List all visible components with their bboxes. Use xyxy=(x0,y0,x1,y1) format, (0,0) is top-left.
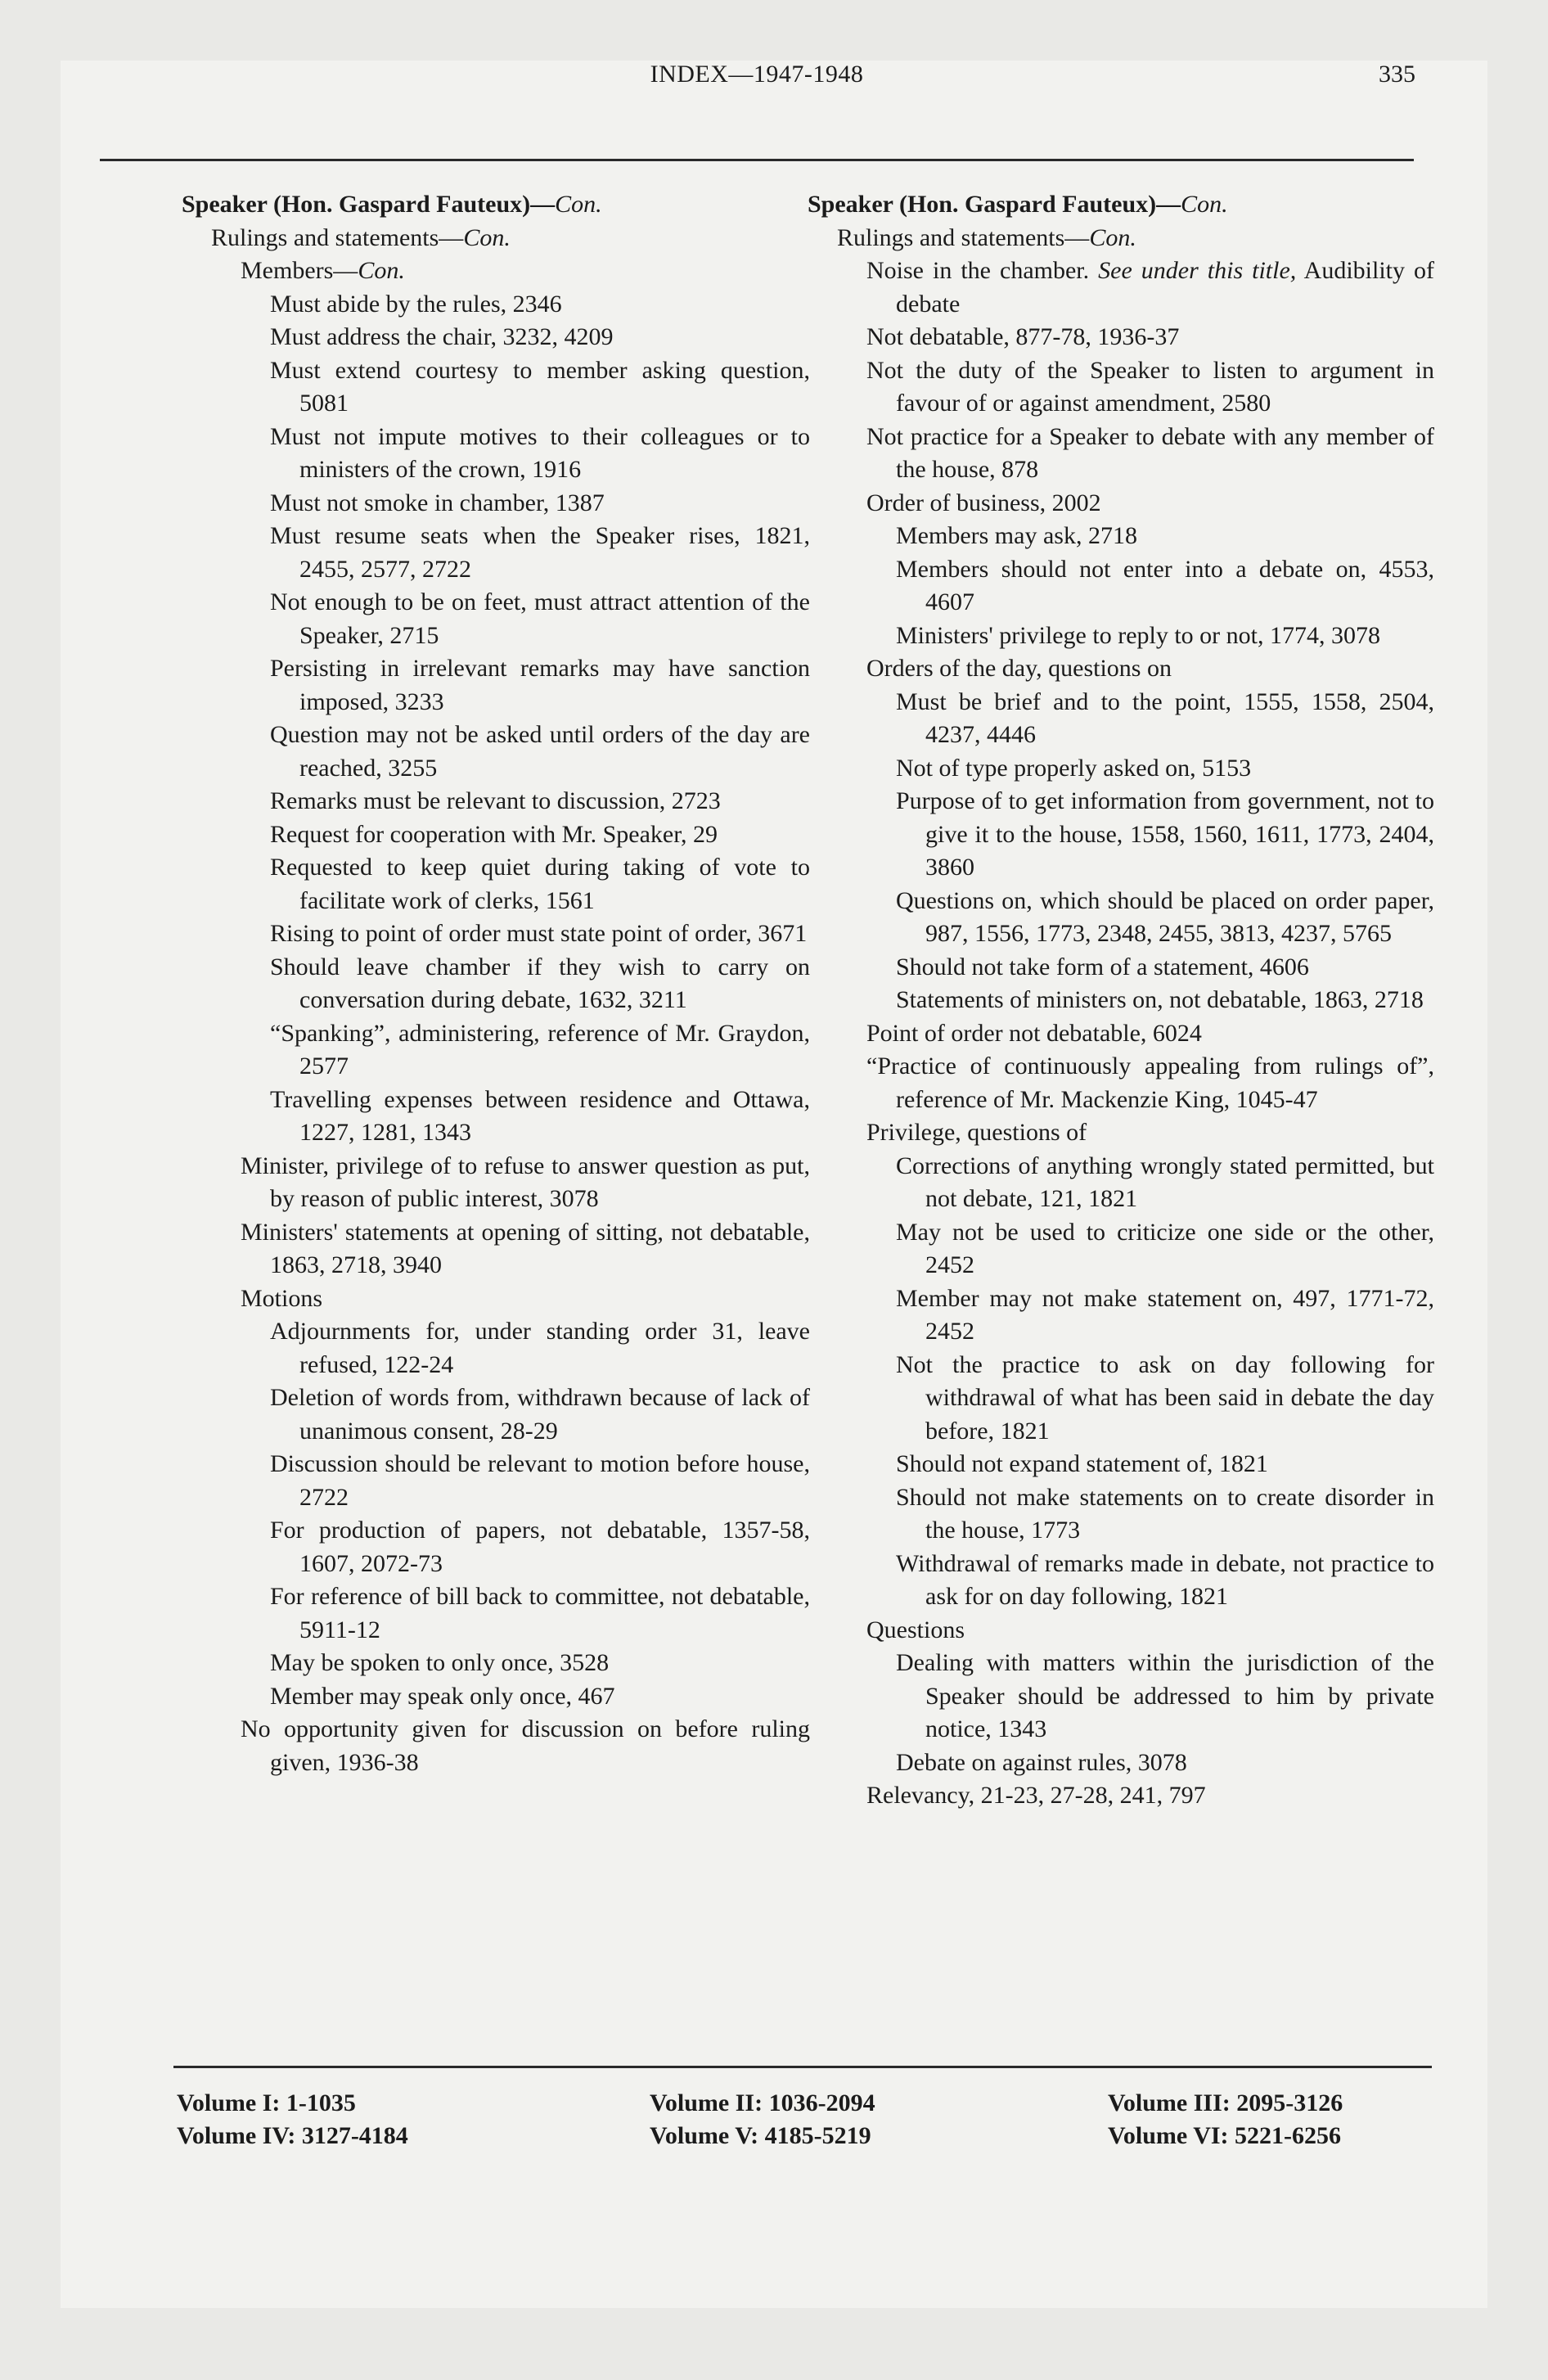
entry-text: Discussion should be relevant to motion before house, 2722 xyxy=(270,1450,810,1511)
entry-text: Point of order not debatable, 6024 xyxy=(866,1019,1202,1047)
entry-text: Not the duty of the Speaker to listen to argument in favour of or against amendment, 2580 xyxy=(866,356,1434,417)
index-entry xyxy=(808,1150,1434,1216)
entry-text: Corrections of anything wrongly stated permitted, but not debate, 121, 1821 xyxy=(896,1152,1434,1212)
entry-text: Purpose of to get information from government, not to give it to the house, 1558, 1560, 1611, 1773, 2404, 3860 xyxy=(896,787,1434,881)
index-entry xyxy=(808,752,1434,786)
index-entry xyxy=(808,652,1434,686)
entry-text: Request for cooperation with Mr. Speaker, 29 xyxy=(270,820,718,848)
running-head xyxy=(98,61,1415,110)
index-entry xyxy=(808,1282,1434,1349)
entry-text: Question may not be asked until orders of the day are reached, 3255 xyxy=(270,721,810,782)
index-entry xyxy=(808,686,1434,752)
index-entry xyxy=(808,1349,1434,1449)
index-entry xyxy=(182,1282,810,1316)
index-entry xyxy=(808,553,1434,620)
entry-text: Privilege, questions of xyxy=(866,1119,1087,1146)
entry-text: Ministers' statements at opening of sitting, not debatable, 1863, 2718, 3940 xyxy=(241,1218,810,1278)
entry-text: Must address the chair, 3232, 4209 xyxy=(270,323,614,350)
footer-rule xyxy=(173,2066,1432,2068)
left-column xyxy=(182,188,810,1779)
italic-text: Con. xyxy=(1089,223,1136,251)
index-entry xyxy=(808,421,1434,487)
entry-text: For reference of bill back to committee, not debatable, 5911-12 xyxy=(270,1583,810,1643)
entry-text: May be spoken to only once, 3528 xyxy=(270,1649,610,1676)
italic-text: Con. xyxy=(358,257,405,284)
index-entry xyxy=(808,222,1434,255)
entry-text: Should not make statements on to create disorder in the house, 1773 xyxy=(896,1483,1434,1544)
entry-text: Statements of ministers on, not debatable, 1863, 2718 xyxy=(896,986,1424,1013)
index-entry xyxy=(182,354,810,421)
entry-text: Rulings and statements— xyxy=(211,223,464,251)
entry-text: Withdrawal of remarks made in debate, not practice to ask for on day following, 1821 xyxy=(896,1549,1434,1610)
italic-text: See under this title, xyxy=(1098,257,1297,284)
index-entry xyxy=(808,1779,1434,1813)
entry-text: Not practice for a Speaker to debate with any member of the house, 878 xyxy=(866,422,1434,483)
entry-text: Relevancy, 21-23, 27-28, 241, 797 xyxy=(866,1782,1206,1809)
index-entry xyxy=(808,951,1434,985)
entry-text: Order of business, 2002 xyxy=(866,489,1101,516)
entry-text: “Spanking”, administering, reference of Mr. Graydon, 2577 xyxy=(270,1019,810,1080)
entry-text: Must be brief and to the point, 1555, 1558, 2504, 4237, 4446 xyxy=(896,687,1434,748)
volume-range: Volume II: 1036-2094 xyxy=(650,2089,875,2116)
index-entry xyxy=(182,1580,810,1647)
entry-text: Members should not enter into a debate on, 4553, 4607 xyxy=(896,555,1434,615)
entry-text: Should not expand statement of, 1821 xyxy=(896,1450,1268,1477)
entry-text-after: Audibility of debate xyxy=(896,257,1434,318)
index-entry xyxy=(808,1548,1434,1614)
entry-text: Must not smoke in chamber, 1387 xyxy=(270,489,605,516)
index-entry xyxy=(808,1116,1434,1150)
entry-text: Remarks must be relevant to discussion, 2723 xyxy=(270,787,721,814)
entry-text: Adjournments for, under standing order 31, leave refused, 122-24 xyxy=(270,1318,810,1378)
entry-text: Must resume seats when the Speaker rises, 1821, 2455, 2577, 2722 xyxy=(270,522,810,583)
index-heading xyxy=(808,188,1434,222)
index-entry xyxy=(182,951,810,1017)
volume-range: Volume V: 4185-5219 xyxy=(650,2122,871,2149)
entry-text: Ministers' privilege to reply to or not, 1774, 3078 xyxy=(896,621,1381,649)
index-entry xyxy=(182,487,810,521)
index-heading xyxy=(182,188,810,222)
index-entry xyxy=(808,520,1434,553)
entry-text: Not debatable, 877-78, 1936-37 xyxy=(866,323,1180,350)
index-entry xyxy=(182,520,810,586)
entry-text: Orders of the day, questions on xyxy=(866,655,1172,682)
volume-group-3 xyxy=(1108,2087,1343,2152)
index-entry xyxy=(182,719,810,785)
entry-text: Debate on against rules, 3078 xyxy=(896,1748,1187,1776)
index-entry xyxy=(808,487,1434,521)
header-rule xyxy=(100,159,1414,161)
index-entry xyxy=(808,1216,1434,1282)
entry-text: Must not impute motives to their colleagues or to ministers of the crown, 1916 xyxy=(270,422,810,483)
index-entry xyxy=(808,1747,1434,1780)
entry-text: Dealing with matters within the jurisdiction of the Speaker should be addressed to him by private notice, 1343 xyxy=(896,1649,1434,1742)
index-entry xyxy=(182,785,810,818)
index-entry xyxy=(808,620,1434,653)
entry-text: For production of papers, not debatable, 1357-58, 1607, 2072-73 xyxy=(270,1517,810,1577)
right-column xyxy=(808,188,1434,1813)
index-entry xyxy=(808,1448,1434,1481)
entry-text: May not be used to criticize one side or the other, 2452 xyxy=(896,1218,1434,1278)
index-entry xyxy=(808,1050,1434,1116)
index-entry xyxy=(182,818,810,852)
index-entry xyxy=(182,1713,810,1779)
entry-text: Should not take form of a statement, 4606 xyxy=(896,953,1309,980)
volume-group-2 xyxy=(650,2087,875,2152)
entry-text: Members— xyxy=(241,257,358,284)
volume-group-1 xyxy=(177,2087,408,2152)
continued-marker: Con. xyxy=(1181,191,1228,218)
entry-text: Not enough to be on feet, must attract attention of the Speaker, 2715 xyxy=(270,588,810,649)
index-entry xyxy=(182,917,810,951)
volume-range: Volume I: 1-1035 xyxy=(177,2089,356,2116)
index-entry xyxy=(182,421,810,487)
index-entry xyxy=(182,1017,810,1084)
volume-range: Volume VI: 5221-6256 xyxy=(1108,2122,1342,2149)
index-entry xyxy=(808,255,1434,321)
entry-text: Noise in the chamber. xyxy=(866,257,1099,284)
entry-text: Member may not make statement on, 497, 1771-72, 2452 xyxy=(896,1284,1434,1345)
index-entry xyxy=(808,354,1434,421)
continued-marker: Con. xyxy=(555,191,602,218)
entry-text: Member may speak only once, 467 xyxy=(270,1682,615,1710)
index-entry xyxy=(808,984,1434,1017)
volume-range: Volume IV: 3127-4184 xyxy=(177,2122,408,2149)
index-entry xyxy=(182,1680,810,1714)
entry-text: Minister, privilege of to refuse to answer question as put, by reason of public interest, 3078 xyxy=(241,1152,810,1212)
index-entry xyxy=(182,1647,810,1680)
index-entry xyxy=(182,1216,810,1282)
page-number: 335 xyxy=(1379,61,1415,88)
entry-text: Deletion of words from, withdrawn because of lack of unanimous consent, 28-29 xyxy=(270,1384,810,1445)
entry-text: Requested to keep quiet during taking of vote to facilitate work of clerks, 1561 xyxy=(270,854,810,914)
index-entry xyxy=(808,885,1434,951)
entry-text: Must abide by the rules, 2346 xyxy=(270,290,562,318)
entry-text: No opportunity given for discussion on before ruling given, 1936-38 xyxy=(241,1715,810,1776)
entry-text: Speaker (Hon. Gaspard Fauteux)— xyxy=(182,191,556,218)
index-entry xyxy=(808,321,1434,354)
index-entry xyxy=(182,288,810,322)
entry-text: Rising to point of order must state point of order, 3671 xyxy=(270,920,808,947)
index-entry xyxy=(182,586,810,652)
entry-text: Not the practice to ask on day following for withdrawal of what has been said in debate the day before, 1821 xyxy=(896,1350,1434,1445)
running-title: INDEX—1947-1948 xyxy=(650,61,864,88)
index-entry xyxy=(182,1448,810,1514)
entry-text: Persisting in irrelevant remarks may have sanction imposed, 3233 xyxy=(270,655,810,715)
entry-text: Questions on, which should be placed on order paper, 987, 1556, 1773, 2348, 2455, 3813, 4237, 5765 xyxy=(896,886,1434,947)
entry-text: Questions xyxy=(866,1616,965,1643)
entry-text: Must extend courtesy to member asking question, 5081 xyxy=(270,356,810,417)
index-entry xyxy=(182,1150,810,1216)
entry-text: Rulings and statements— xyxy=(837,223,1090,251)
index-entry xyxy=(808,1647,1434,1747)
volume-range: Volume III: 2095-3126 xyxy=(1108,2089,1343,2116)
index-entry xyxy=(808,1017,1434,1051)
index-entry xyxy=(808,1614,1434,1648)
index-entry xyxy=(182,222,810,255)
index-entry xyxy=(182,1382,810,1448)
entry-text: Speaker (Hon. Gaspard Fauteux)— xyxy=(808,191,1181,218)
entry-text: Members may ask, 2718 xyxy=(896,522,1137,549)
italic-text: Con. xyxy=(463,223,511,251)
index-entry xyxy=(182,1514,810,1580)
index-entry xyxy=(182,652,810,719)
entry-text: Should leave chamber if they wish to carry on conversation during debate, 1632, 3211 xyxy=(270,953,810,1013)
index-entry xyxy=(808,785,1434,885)
entry-text: Motions xyxy=(241,1284,323,1312)
entry-text: Not of type properly asked on, 5153 xyxy=(896,754,1252,782)
index-entry xyxy=(182,1315,810,1382)
index-entry xyxy=(182,1084,810,1150)
index-entry xyxy=(182,255,810,288)
index-entry xyxy=(182,321,810,354)
index-entry xyxy=(808,1481,1434,1548)
entry-text: Travelling expenses between residence and Ottawa, 1227, 1281, 1343 xyxy=(270,1085,810,1146)
entry-text: “Practice of continuously appealing from rulings of”, reference of Mr. Mackenzie King, 1045-47 xyxy=(866,1053,1434,1113)
index-entry xyxy=(182,851,810,917)
